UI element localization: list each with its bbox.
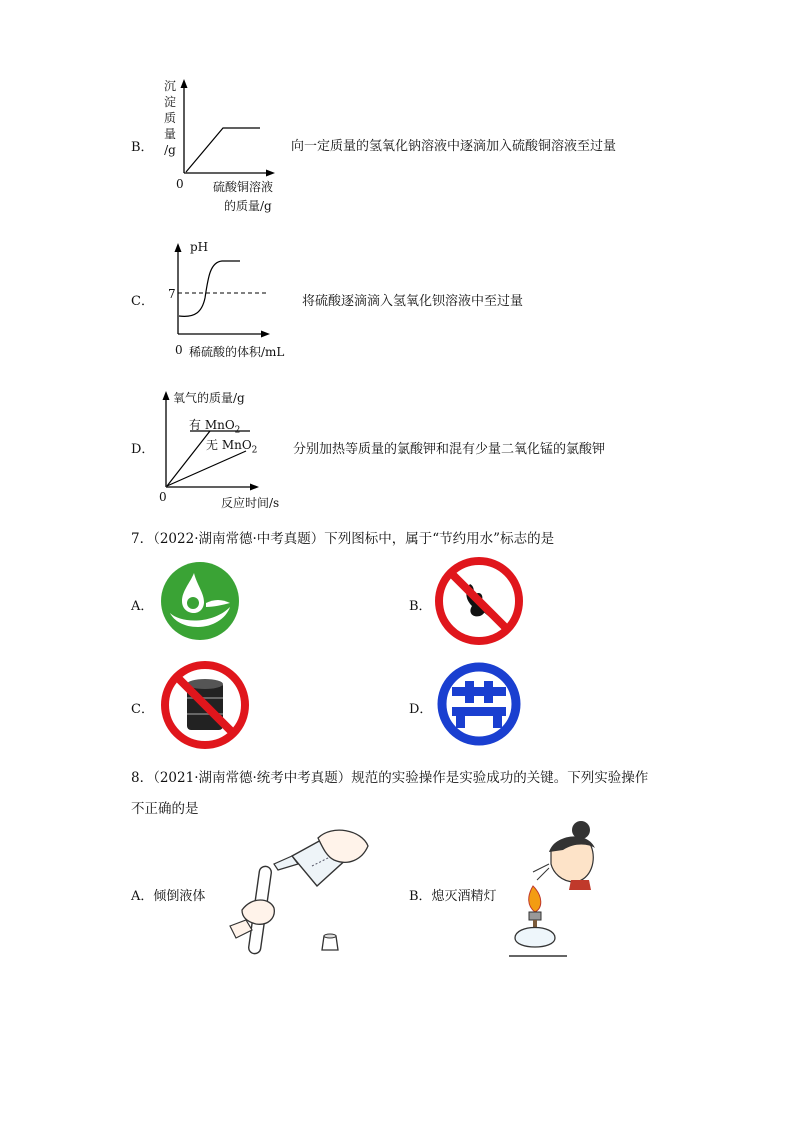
option-d-description: 分别加热等质量的氯酸钾和混有少量二氧化锰的氯酸钾 [293, 442, 606, 457]
option-b-description: 向一定质量的氢氧化钠溶液中逐滴加入硫酸铜溶液至过量 [291, 139, 617, 154]
option-d-line2-label: 无 MnO$_2$ [206, 438, 258, 456]
option-d-line-without-mno2 [167, 451, 246, 486]
q7-option-d-letter: D． [409, 702, 433, 717]
q7-option-a-letter: A． [131, 599, 154, 614]
option-c-ylabel: pH [190, 240, 209, 254]
option-d-origin: 0 [159, 490, 167, 504]
option-c-ref-value: 7 [168, 287, 176, 301]
pouring-liquid-illustration [222, 826, 372, 966]
option-d-letter: D． [131, 442, 155, 457]
blue-circle-emblem-icon [436, 661, 522, 747]
option-c-letter: C． [131, 294, 154, 309]
option-b-origin: 0 [176, 177, 184, 191]
option-b-xlabel-1: 硫酸铜溶液 [213, 180, 274, 194]
question-8-line-1: 8．（2021·湖南常德·统考中考真题）规范的实验操作是实验成功的关键。下列实验操作 [131, 770, 649, 786]
q7-option-c-letter: C． [131, 702, 154, 717]
no-open-flame-icon [434, 556, 524, 646]
q8-option-a-label: A．倾倒液体 [131, 889, 206, 904]
option-b-letter: B． [131, 140, 154, 155]
option-d-line1-label: 有 MnO$_2$ [189, 418, 241, 436]
option-c-description: 将硫酸逐滴滴入氢氧化钡溶液中至过量 [302, 294, 524, 309]
question-7-text: 7．（2022·湖南常德·中考真题）下列图标中，属于“节约用水”标志的是 [131, 531, 555, 547]
option-b-ylabel: 沉 淀 质 量 /g [163, 79, 176, 157]
option-c-origin: 0 [175, 343, 183, 357]
no-oil-barrel-icon [160, 660, 250, 750]
q7-option-b-letter: B． [409, 599, 432, 614]
option-d-line-with-mno2 [167, 431, 210, 486]
q8-option-b-label: B．熄灭酒精灯 [409, 889, 497, 904]
water-saving-icon [160, 561, 240, 641]
option-b-xlabel-2: 的质量/g [224, 199, 272, 213]
option-d-xlabel: 反应时间/s [221, 496, 280, 510]
question-8-line-2: 不正确的是 [131, 801, 199, 817]
option-d-ylabel: 氧气的质量/g [173, 391, 245, 405]
blowing-out-alcohol-lamp-illustration [505, 820, 600, 962]
option-c-xlabel: 稀硫酸的体积/mL [189, 345, 285, 359]
